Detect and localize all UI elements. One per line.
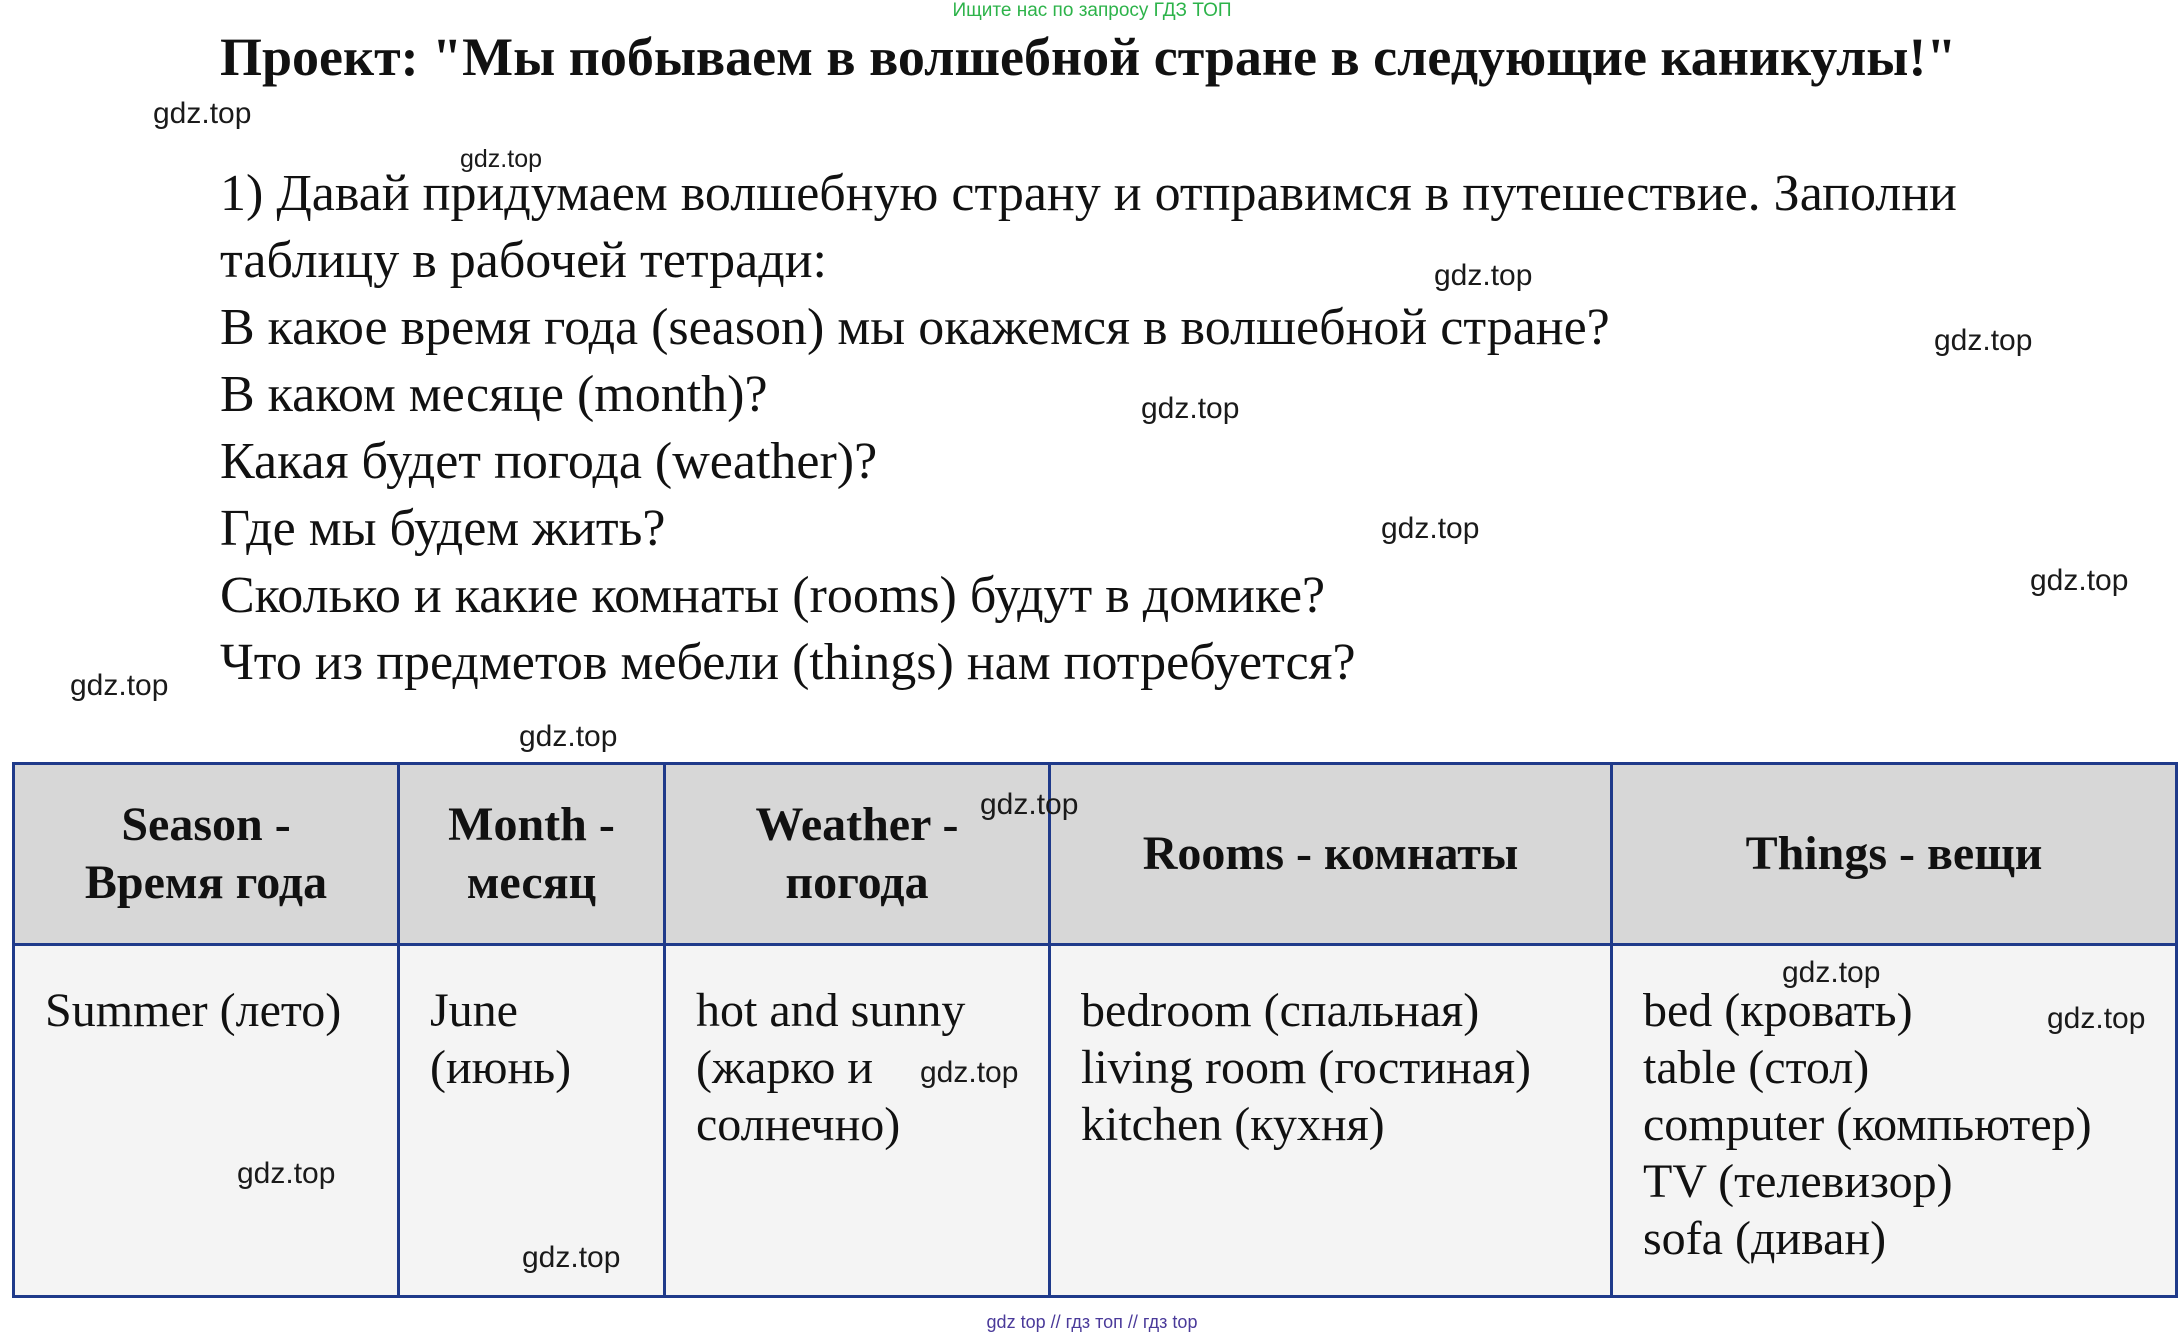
watermark: gdz.top [460,145,543,173]
top-banner: Ищите нас по запросу ГДЗ ТОП [952,0,1232,21]
question-line: Сколько и какие комнаты (rooms) будут в домике? [220,567,1326,624]
watermark: gdz.top [980,788,1079,821]
page-title: Проект: "Мы побываем в волшебной стране в следующие каникулы!" [220,27,1957,87]
question-line: В какое время года (season) мы окажемся в волшебной стране? [220,299,1610,356]
watermark: gdz.top [237,1157,336,1190]
header-rooms: Rooms - комнаты [1050,764,1612,945]
question-line: В каком месяце (month)? [220,366,768,423]
watermark: gdz.top [1782,956,1881,989]
watermark: gdz.top [1434,259,1533,292]
header-things: Things - вещи [1612,764,2177,945]
header-season: Season - Время года [14,764,399,945]
watermark: gdz.top [920,1056,1019,1089]
question-line: таблицу в рабочей тетради: [220,232,827,289]
watermark: gdz.top [522,1241,621,1274]
cell-season: Summer (лето) [14,945,399,1297]
watermark: gdz.top [70,669,169,702]
header-month: Month - месяц [399,764,665,945]
cell-month: June (июнь) [399,945,665,1297]
answer-table [12,762,2178,1298]
question-list [220,160,1957,696]
footer-text: gdz top // гдз топ // гдз top [986,1312,1198,1332]
table-row [14,945,2177,1297]
watermark: gdz.top [2030,564,2129,597]
watermark: gdz.top [153,97,252,130]
watermark: gdz.top [1934,324,2033,357]
watermark: gdz.top [1381,512,1480,545]
cell-things: bed (кровать) table (стол) computer (компьютер) TV (телевизор) sofa (диван) [1612,945,2177,1297]
header-weather: Weather - погода [665,764,1050,945]
question-line: 1) Давай придумаем волшебную страну и отправимся в путешествие. Заполни [220,165,1957,222]
cell-weather: hot and sunny (жарко и солнечно) [665,945,1050,1297]
question-line: Какая будет погода (weather)? [220,433,878,490]
table-header-row [14,764,2177,945]
question-line: Что из предметов мебели (things) нам потребуется? [220,634,1356,691]
question-line: Где мы будем жить? [220,500,666,557]
cell-rooms: bedroom (спальная) living room (гостиная) kitchen (кухня) [1050,945,1612,1297]
watermark: gdz.top [1141,392,1240,425]
watermark: gdz.top [2047,1002,2146,1035]
watermark: gdz.top [519,720,618,753]
